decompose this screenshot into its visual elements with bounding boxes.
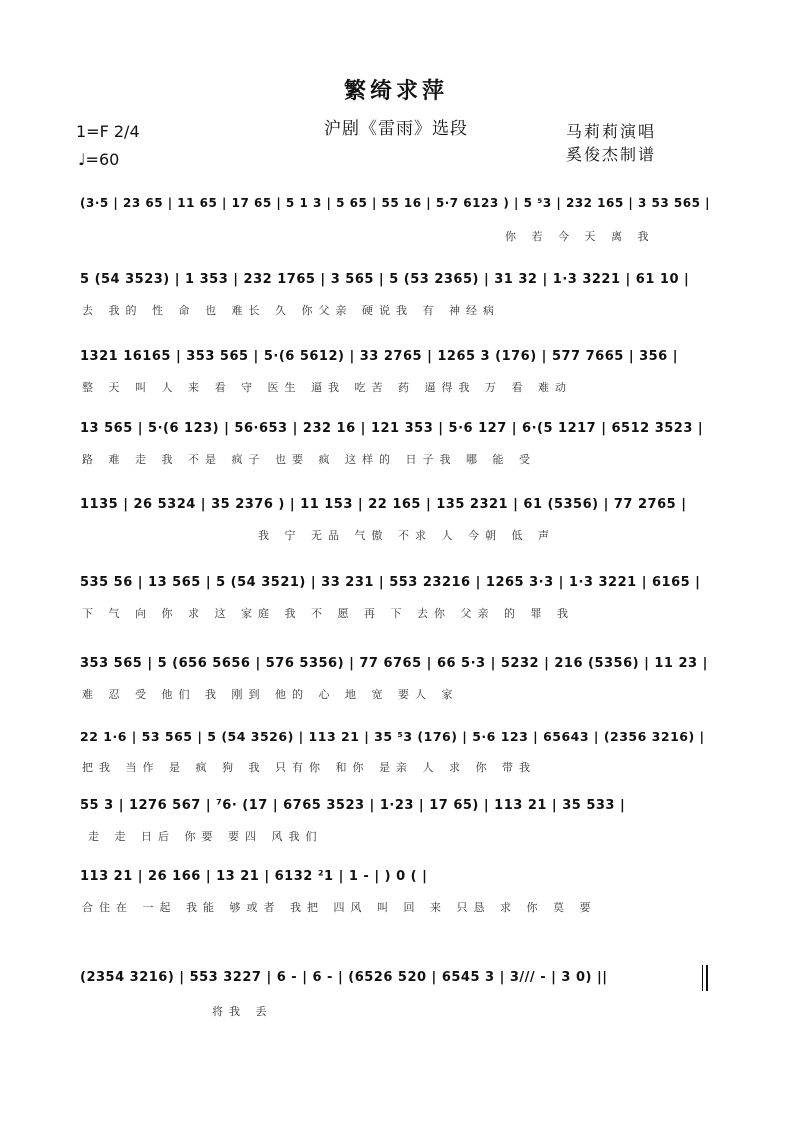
singer-credit: 马莉莉演唱 (566, 122, 657, 141)
system-10-lyrics: 合住在 一起 我能 够或者 我把 四风 叫 回 来 只恳 求 你 莫 要 (82, 901, 597, 914)
final-barline-thick (706, 965, 708, 991)
system-6-notes: 535 56 | 13 565 | 5 (54 3521) | 33 231 | 553 23216 | 1265 3·3 | 1·3 3221 | 6165 | (80, 575, 701, 590)
song-subtitle: 沪剧《雷雨》选段 (324, 119, 468, 139)
system-8-lyrics: 把我 当作 是 疯 狗 我 只有你 和你 是亲 人 求 你 带我 (82, 761, 536, 774)
tempo-mark: ♩=60 (78, 150, 120, 169)
system-7-lyrics: 难 忍 受 他们 我 刚到 他的 心 地 宽 要人 家 (82, 688, 459, 701)
system-7-notes: 353 565 | 5 (656 5656 | 576 5356) | 77 6765 | 66 5·3 | 5232 | 216 (5356) | 11 23 | (80, 656, 708, 671)
final-barline-thin (702, 965, 703, 991)
system-2-notes: 5 (54 3523) | 1 353 | 232 1765 | 3 565 | 5 (53 2365) | 31 32 | 1·3 3221 | 61 10 | (80, 272, 690, 287)
system-6-lyrics: 下 气 向 你 求 这 家庭 我 不 愿 再 下 去你 父亲 的 罪 我 (82, 607, 574, 620)
system-3-notes: 1321 16165 | 353 565 | 5·(6 5612) | 33 2765 | 1265 3 (176) | 577 7665 | 356 | (80, 349, 679, 364)
system-11-notes: (2354 3216) | 553 3227 | 6 - | 6 - | (6526 520 | 6545 3 | 3/// - | 3 0) || (80, 970, 608, 985)
system-1-notes: (3·5 | 23 65 | 11 65 | 17 65 | 5 1 3 | 5 65 | 55 16 | 5·7 6123 ) | 5 ⁵3 | 232 165 | 3 53 565 | (80, 196, 710, 210)
system-5-notes: 1135 | 26 5324 | 35 2376 ) | 11 153 | 22 165 | 135 2321 | 61 (5356) | 77 2765 | (80, 497, 687, 512)
system-9-lyrics: 走 走 日后 你要 要四 风我们 (88, 830, 323, 843)
transcriber-credit: 奚俊杰制谱 (566, 145, 657, 164)
song-title: 繁绮求萍 (343, 78, 448, 104)
system-2-lyrics: 去 我的 性 命 也 难长 久 你父亲 硬说我 有 神经病 (82, 304, 500, 317)
system-3-lyrics: 整 天 叫 人 来 看 守 医生 逼我 吃苦 药 逼得我 万 看 难动 (82, 381, 572, 394)
system-4-lyrics: 路 难 走 我 不是 疯子 也要 疯 这样的 日子我 哪 能 受 (82, 453, 536, 466)
key-signature: 1=F 2/4 (76, 122, 140, 141)
system-5-lyrics: 我 宁 无品 气傲 不求 人 今朝 低 声 (258, 529, 555, 542)
system-11-lyrics: 将我 丢 (212, 1005, 273, 1018)
system-10-notes: 113 21 | 26 166 | 13 21 | 6132 ²1 | 1 - | ) 0 ( | (80, 869, 428, 884)
system-8-notes: 22 1·6 | 53 565 | 5 (54 3526) | 113 21 | 35 ⁵3 (176) | 5·6 123 | 65643 | (2356 3216) | (80, 729, 705, 744)
system-1-lyrics: 你 若 今 天 离 我 (505, 230, 655, 243)
system-9-notes: 55 3 | 1276 567 | ⁷6· (17 | 6765 3523 | 1·23 | 17 65) | 113 21 | 35 533 | (80, 798, 626, 813)
system-4-notes: 13 565 | 5·(6 123) | 56·653 | 232 16 | 121 353 | 5·6 127 | 6·(5 1217 | 6512 3523 | (80, 421, 704, 436)
